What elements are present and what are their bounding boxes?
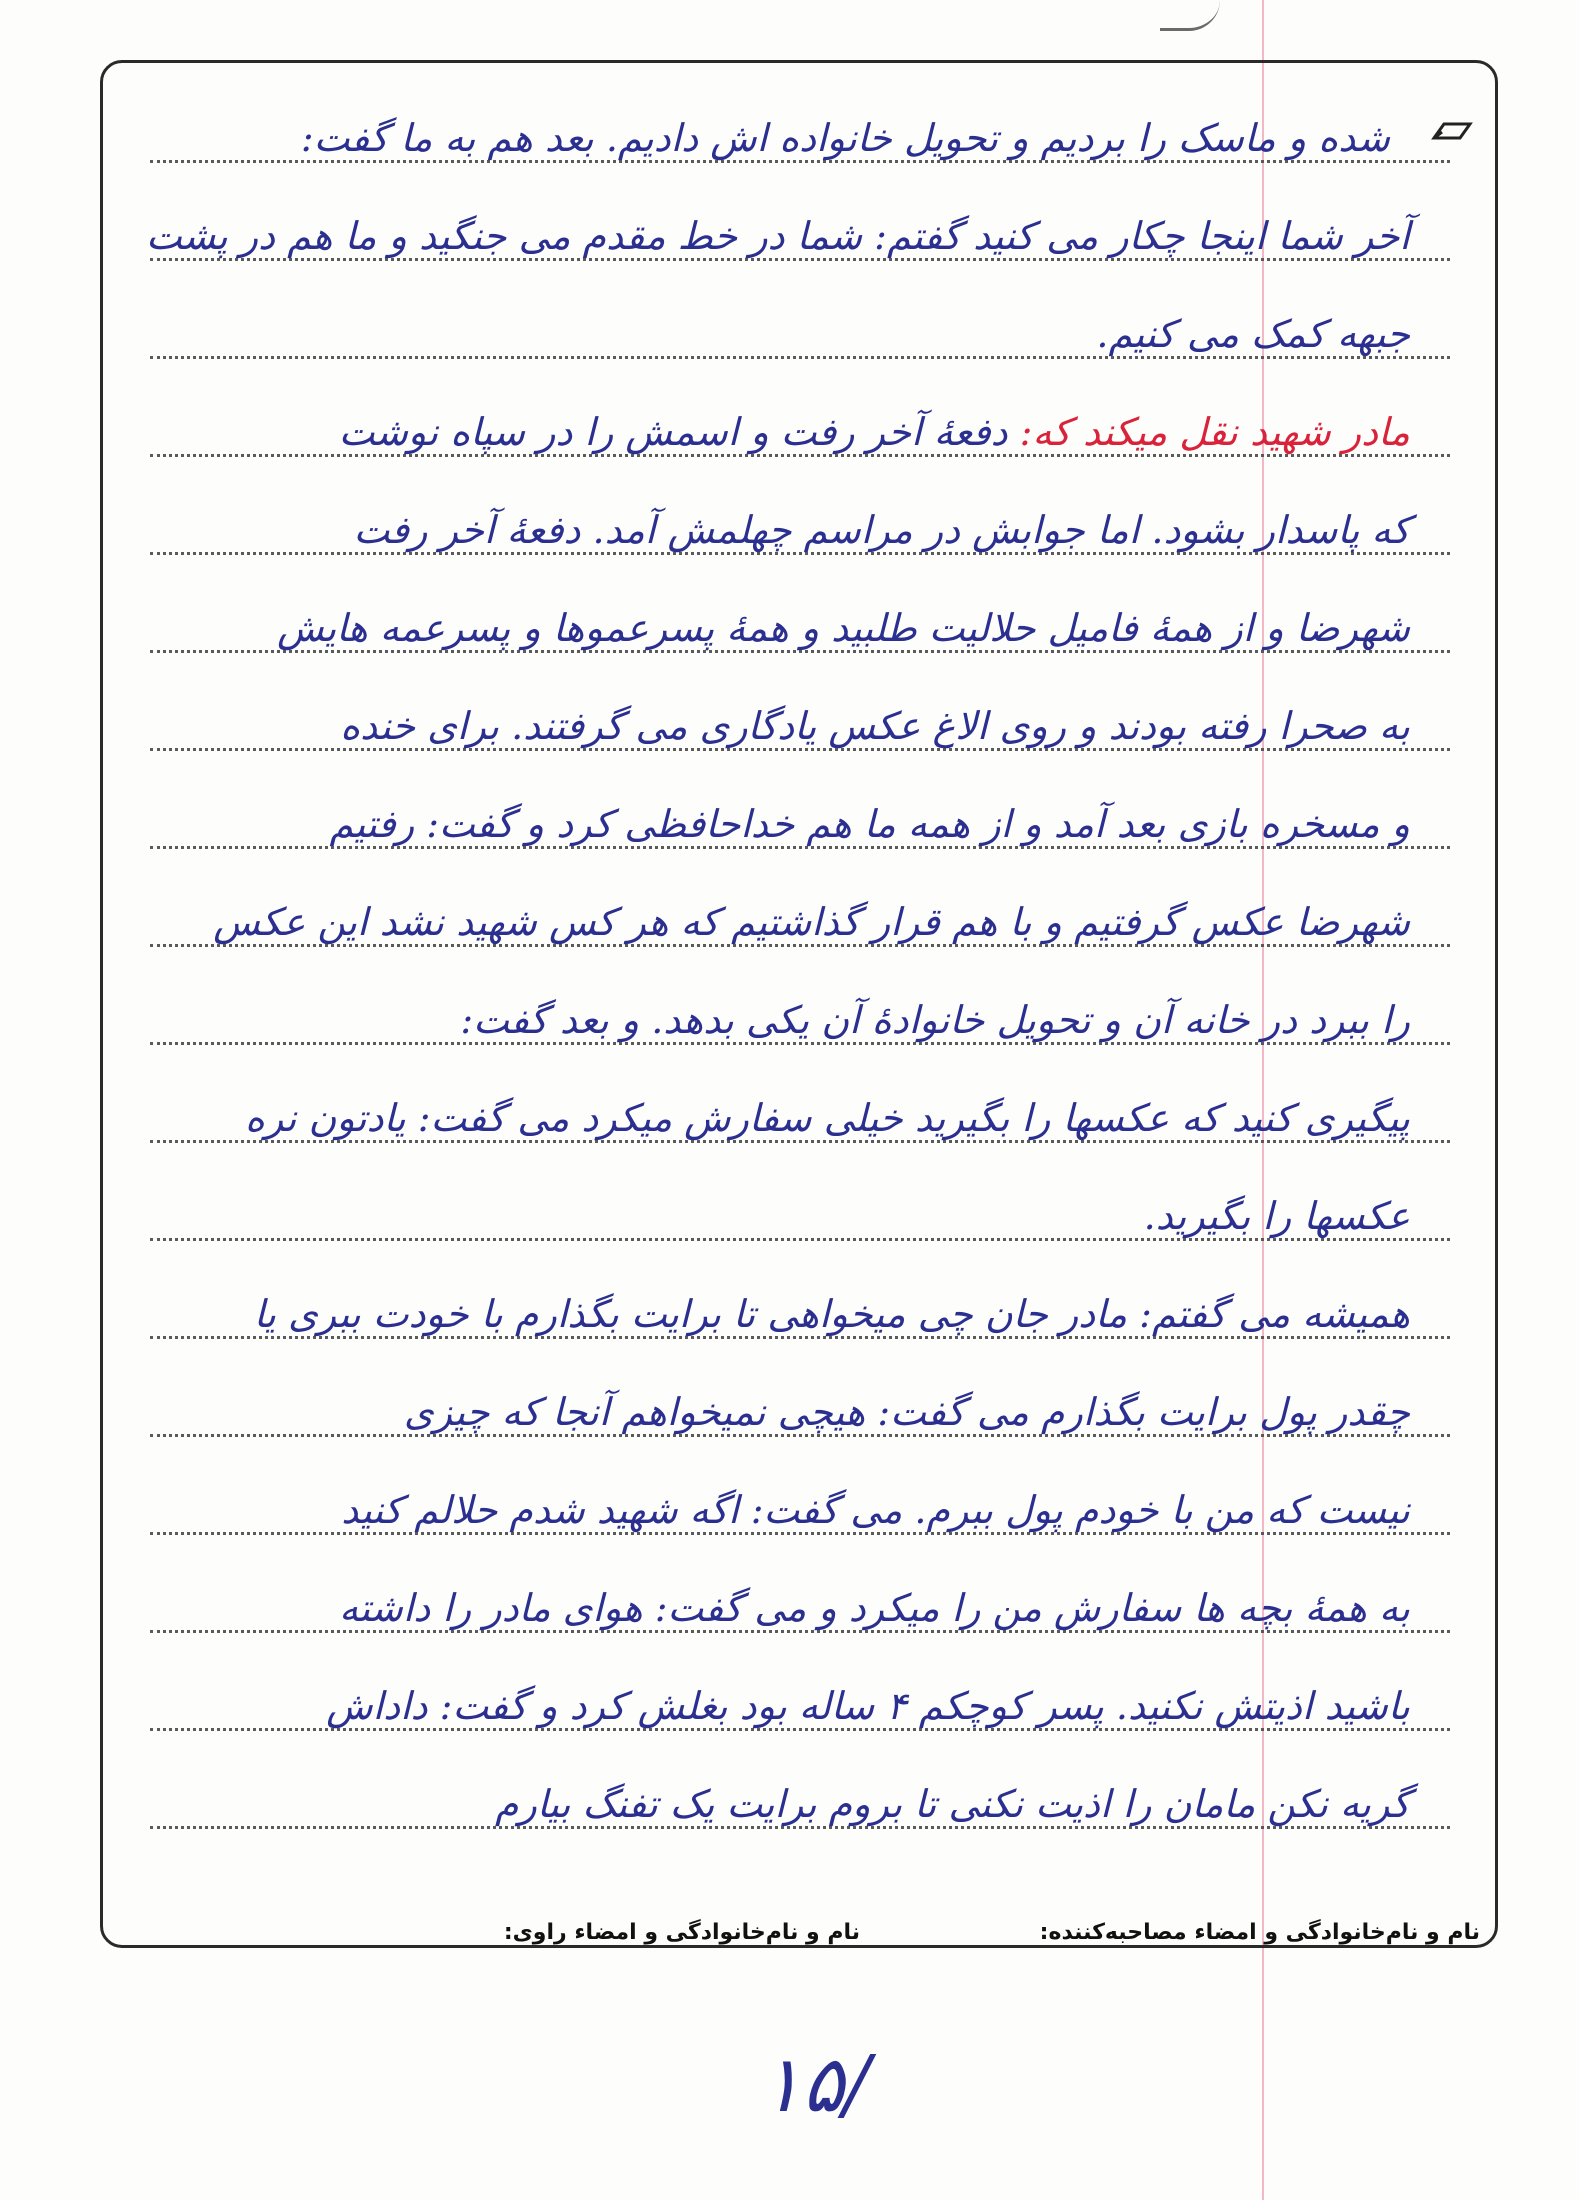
handwritten-line: باشید اذیتش نکنید. پسر کوچکم ۴ ساله بود بغلش کرد و گفت: داداش bbox=[326, 1684, 1410, 1728]
handwritten-line: و مسخره بازی بعد آمد و از همه ما هم خداحافظی کرد و گفت: رفتیم bbox=[329, 802, 1410, 846]
handwritten-line: به صحرا رفته بودند و روی الاغ عکس یادگاری می گرفتند. برای خنده bbox=[340, 704, 1410, 748]
handwritten-line bbox=[110, 408, 1410, 456]
handwritten-body bbox=[145, 60, 1450, 1920]
handwritten-line: عکسها را بگیرید. bbox=[1143, 1194, 1410, 1238]
top-scribble-mark bbox=[1160, 0, 1220, 31]
interviewer-signature-label: نام و نام‌خانوادگی و امضاء مصاحبه‌کننده: bbox=[1039, 1920, 1480, 1945]
signature-footer bbox=[120, 1920, 1480, 1960]
handwritten-line: چقدر پول برایت بگذارم می گفت: هیچی نمیخواهم آنجا که چیزی bbox=[403, 1390, 1410, 1434]
handwritten-line: که پاسدار بشود. اما جوابش در مراسم چهلمش آمد. دفعهٔ آخر رفت bbox=[353, 508, 1410, 552]
handwritten-line: شده و ماسک را بردیم و تحویل خانواده اش دادیم. بعد هم به ما گفت: bbox=[300, 116, 1390, 160]
handwritten-line: گریه نکن مامان را اذیت نکنی تا بروم برایت یک تفنگ بیارم bbox=[494, 1782, 1410, 1826]
page-number: ۱۵/ bbox=[760, 2040, 871, 2130]
handwritten-line: نیست که من با خودم پول ببرم. می گفت: اگه شهید شدم حلالم کنید bbox=[341, 1488, 1410, 1532]
narrator-signature-label: نام و نام‌خانوادگی و امضاء راوی: bbox=[503, 1920, 860, 1945]
handwritten-line: آخر شما اینجا چکار می کنید گفتم: شما در خط مقدم می جنگید و ما هم در پشت bbox=[145, 214, 1410, 258]
handwritten-line: جبهه کمک می کنیم. bbox=[1096, 312, 1410, 356]
handwritten-line: همیشه می گفتم: مادر جان چی میخواهی تا برایت بگذارم با خودت ببری یا bbox=[253, 1292, 1410, 1336]
handwritten-line: به همهٔ بچه ها سفارش من را میکرد و می گفت: هوای مادر را داشته bbox=[339, 1586, 1410, 1630]
handwritten-line: را ببرد در خانه آن و تحویل خانوادهٔ آن یکی بدهد. و بعد گفت: bbox=[460, 998, 1410, 1042]
handwritten-line: پیگیری کنید که عکسها را بگیرید خیلی سفارش میکرد می گفت: یادتون نره bbox=[244, 1096, 1410, 1140]
handwritten-line: شهرضا و از همهٔ فامیل حلالیت طلبید و همهٔ پسرعموها و پسرعمه هایش bbox=[277, 606, 1410, 650]
handwritten-line-text: دفعهٔ آخر رفت و اسمش را در سپاه نوشت bbox=[338, 410, 1020, 454]
handwritten-line: شهرضا عکس گرفتیم و با هم قرار گذاشتیم که هر کس شهید نشد این عکس bbox=[213, 900, 1410, 944]
highlighted-prefix: مادر شهید نقل میکند که: bbox=[1019, 410, 1410, 454]
